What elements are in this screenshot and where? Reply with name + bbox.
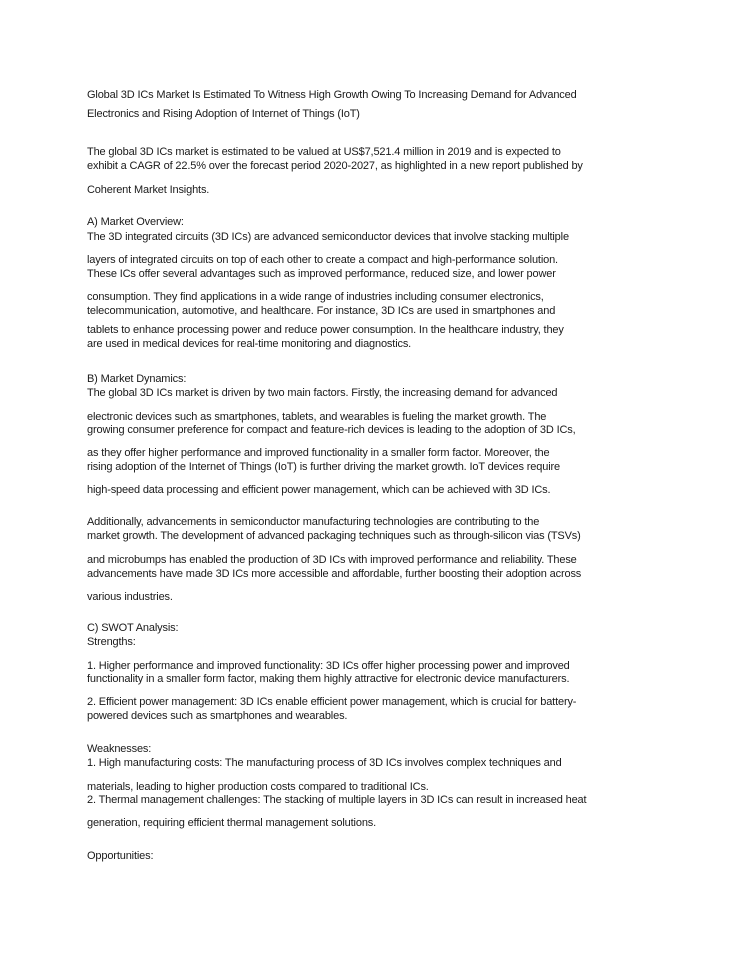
swot-heading: C) SWOT Analysis: [87, 622, 179, 634]
title-line-1: Global 3D ICs Market Is Estimated To Witness High Growth Owing To Increasing Demand for Advanced [87, 89, 577, 101]
market-dynamics-line: Additionally, advancements in semiconductor manufacturing technologies are contributing to the [87, 516, 540, 528]
weaknesses-line: 2. Thermal management challenges: The stacking of multiple layers in 3D ICs can result in increased heat [87, 794, 587, 806]
intro-line-3: Coherent Market Insights. [87, 184, 210, 196]
market-dynamics-line: market growth. The development of advanced packaging techniques such as through-silicon vias (TSVs) [87, 530, 581, 542]
weaknesses-line: materials, leading to higher production costs compared to traditional ICs. [87, 781, 429, 793]
market-dynamics-line: electronic devices such as smartphones, tablets, and wearables is fueling the market growth. The [87, 411, 547, 423]
market-overview-line: layers of integrated circuits on top of each other to create a compact and high-performance solution. [87, 254, 558, 266]
intro-line-2: exhibit a CAGR of 22.5% over the forecast period 2020-2027, as highlighted in a new report published by [87, 160, 583, 172]
market-dynamics-line: various industries. [87, 591, 173, 603]
market-dynamics-line: The global 3D ICs market is driven by two main factors. Firstly, the increasing demand for advanced [87, 387, 558, 399]
market-overview-line: The 3D integrated circuits (3D ICs) are advanced semiconductor devices that involve stacking multiple [87, 231, 569, 243]
strengths-line: powered devices such as smartphones and wearables. [87, 710, 348, 722]
strengths-heading: Strengths: [87, 636, 136, 648]
weaknesses-line: generation, requiring efficient thermal management solutions. [87, 817, 377, 829]
opportunities-heading: Opportunities: [87, 850, 154, 862]
strengths-line: 2. Efficient power management: 3D ICs enable efficient power management, which is crucial for battery- [87, 696, 577, 708]
market-dynamics-line: high-speed data processing and efficient power management, which can be achieved with 3D ICs. [87, 484, 551, 496]
strengths-line: functionality in a smaller form factor, making them highly attractive for electronic device manufacturers. [87, 673, 570, 685]
market-dynamics-line: and microbumps has enabled the production of 3D ICs with improved performance and reliability. These [87, 554, 577, 566]
market-dynamics-line: advancements have made 3D ICs more accessible and affordable, further boosting their adoption across [87, 568, 582, 580]
market-dynamics-line: growing consumer preference for compact and feature-rich devices is leading to the adoption of 3D ICs, [87, 424, 576, 436]
market-overview-heading: A) Market Overview: [87, 216, 184, 228]
market-overview-line: consumption. They find applications in a wide range of industries including consumer electronics, [87, 291, 544, 303]
weaknesses-heading: Weaknesses: [87, 743, 152, 755]
market-overview-line: tablets to enhance processing power and reduce power consumption. In the healthcare industry, they [87, 324, 564, 336]
strengths-line: 1. Higher performance and improved functionality: 3D ICs offer higher processing power and improved [87, 660, 570, 672]
market-overview-line: telecommunication, automotive, and healthcare. For instance, 3D ICs are used in smartphones and [87, 305, 556, 317]
intro-line-1: The global 3D ICs market is estimated to be valued at US$7,521.4 million in 2019 and is expected to [87, 146, 561, 158]
weaknesses-line: 1. High manufacturing costs: The manufacturing process of 3D ICs involves complex techniques and [87, 757, 562, 769]
market-dynamics-line: rising adoption of the Internet of Things (IoT) is further driving the market growth. IoT devices require [87, 461, 560, 473]
market-overview-line: are used in medical devices for real-time monitoring and diagnostics. [87, 338, 412, 350]
market-dynamics-line: as they offer higher performance and improved functionality in a smaller form factor. Moreover, the [87, 447, 550, 459]
market-overview-line: These ICs offer several advantages such as improved performance, reduced size, and lower power [87, 268, 556, 280]
market-dynamics-heading: B) Market Dynamics: [87, 373, 187, 385]
title-line-2: Electronics and Rising Adoption of Internet of Things (IoT) [87, 108, 360, 120]
